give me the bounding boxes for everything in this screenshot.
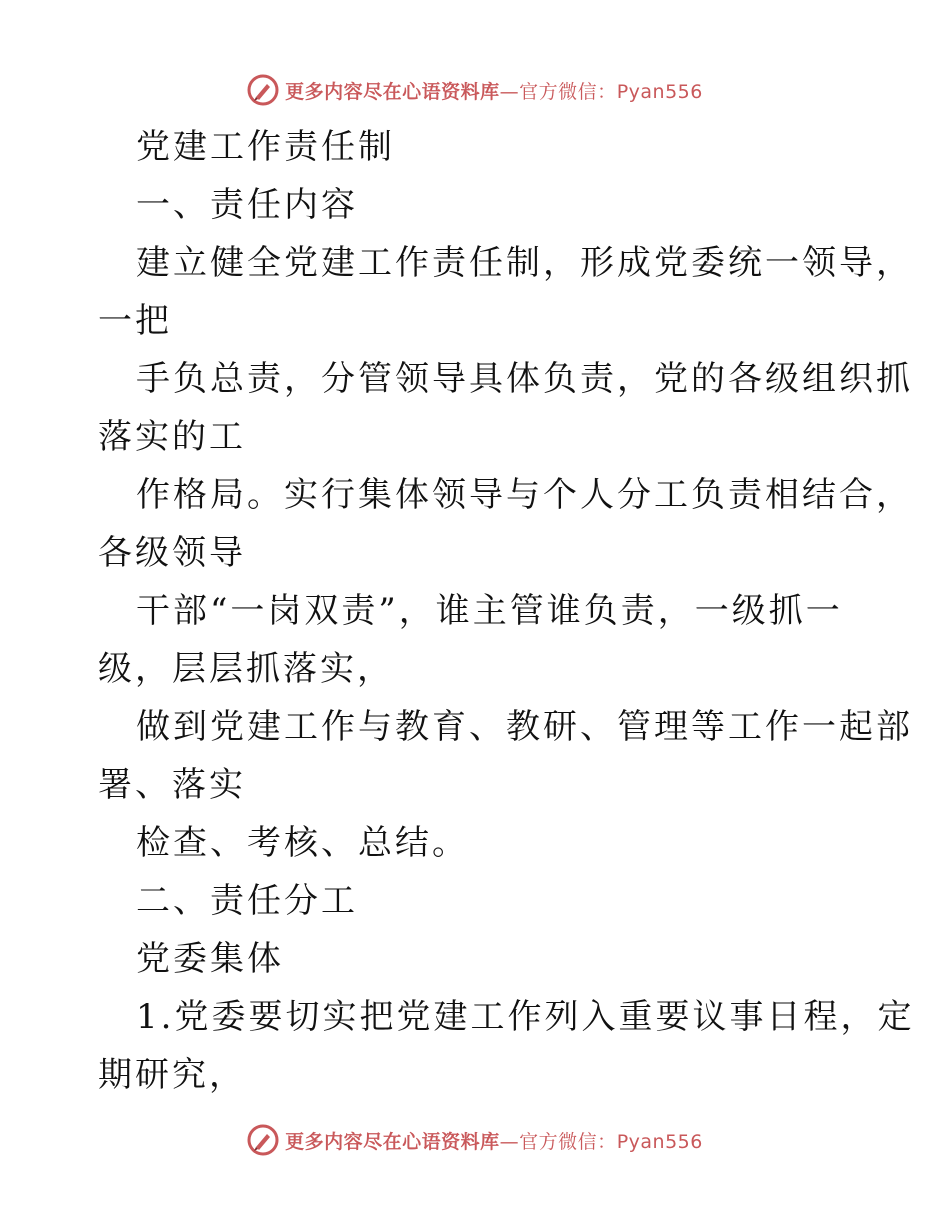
separator-dash: — [499,1130,520,1153]
paragraph-line: 署、落实 [98,765,246,805]
paragraph-line: 级，层层抓落实， [98,649,394,689]
wechat-id: Pyan556 [616,80,703,103]
section-heading: 二、责任分工 [136,881,358,921]
header-watermark [0,70,950,110]
separator-dash: — [499,80,520,103]
paragraph-line: 作格局。实行集体领导与个人分工负责相结合， [136,475,913,515]
watermark-text [285,77,703,104]
paragraph-line: 一把 [98,301,172,341]
paragraph-line: 各级领导 [98,533,246,573]
wechat-label: 官方微信： [519,80,617,103]
pen-logo-icon [247,1124,279,1156]
paragraph-line: 检查、考核、总结。 [136,823,469,863]
document-body [98,118,915,1104]
paragraph-line: 建立健全党建工作责任制，形成党委统一领导， [136,243,913,283]
paragraph-line: 期研究， [98,1055,246,1095]
section-heading: 一、责任内容 [136,185,358,225]
paragraph-line: 落实的工 [98,417,246,457]
paragraph-line: 做到党建工作与教育、教研、管理等工作一起部 [136,707,913,747]
subsection-heading: 党委集体 [136,939,284,979]
wechat-label: 官方微信： [519,1130,617,1153]
doc-title: 党建工作责任制 [136,127,395,167]
library-text: 更多内容尽在心语资料库 [285,80,500,103]
paragraph-line: 干部“一岗双责”，谁主管谁负责，一级抓一 [136,591,843,631]
paragraph-line: 1.党委要切实把党建工作列入重要议事日程，定 [136,997,915,1037]
wechat-id: Pyan556 [616,1130,703,1153]
footer-watermark [0,1120,950,1160]
watermark-text [285,1127,703,1154]
paragraph-line: 手负总责，分管领导具体负责，党的各级组织抓 [136,359,913,399]
library-text: 更多内容尽在心语资料库 [285,1130,500,1153]
pen-logo-icon [247,74,279,106]
